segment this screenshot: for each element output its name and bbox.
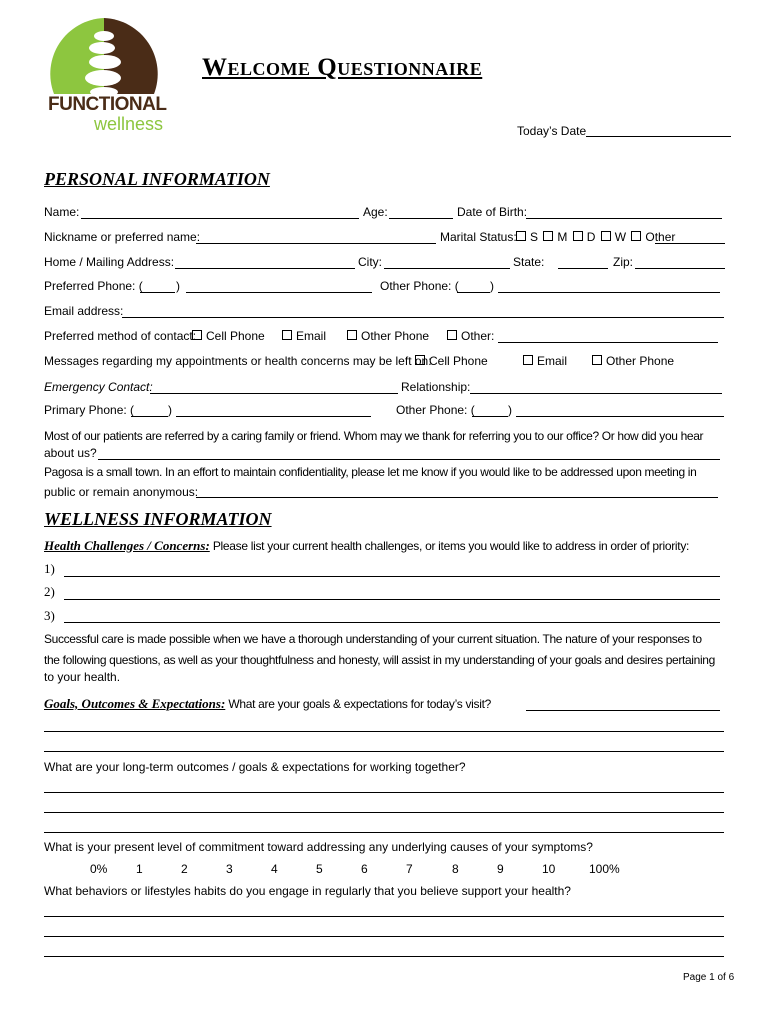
scale-100pct[interactable]: 100% xyxy=(589,862,620,876)
name-label: Name: xyxy=(44,205,80,219)
marital-w-label: W xyxy=(614,230,627,244)
other-phone2-area-field[interactable] xyxy=(472,416,508,417)
pagosa-line1: Pagosa is a small town. In an effort to maintain confidentiality, please let me know if you would like to be addressed upon meeting in xyxy=(44,465,697,479)
other-phone2-paren: ) xyxy=(508,403,512,417)
msg-other-phone-option xyxy=(590,354,674,368)
item-2-label: 2) xyxy=(44,584,55,599)
scale-8[interactable]: 8 xyxy=(452,862,459,876)
msg-cell-label: Cell Phone xyxy=(429,354,488,368)
scale-0pct[interactable]: 0% xyxy=(90,862,108,876)
messages-label: Messages regarding my appointments or health concerns may be left on: xyxy=(44,354,432,368)
success-line2: the following questions, as well as your thoughtfulness and honesty, will assist in my understanding of your goals and desires pertaining xyxy=(44,653,715,667)
marital-s-checkbox[interactable] xyxy=(516,231,526,241)
longterm-label: What are your long-term outcomes / goals & expectations for working together? xyxy=(44,760,466,774)
contact-cell-label: Cell Phone xyxy=(206,329,265,343)
goals-field-line1[interactable] xyxy=(44,731,724,732)
contact-other-phone-checkbox[interactable] xyxy=(347,330,357,340)
primary-phone-label: Primary Phone: ( xyxy=(44,403,135,417)
msg-email-checkbox[interactable] xyxy=(523,355,533,365)
behaviors-field-line3[interactable] xyxy=(44,956,724,957)
age-field[interactable] xyxy=(389,218,453,219)
marital-s-label: S xyxy=(530,230,539,244)
behaviors-field-line1[interactable] xyxy=(44,916,724,917)
goals-field-inline[interactable] xyxy=(526,710,720,711)
city-label: City: xyxy=(358,255,382,269)
preferred-phone-label: Preferred Phone: ( xyxy=(44,279,143,293)
section-personal-heading: PERSONAL INFORMATION xyxy=(44,169,270,189)
item-2-field[interactable] xyxy=(64,599,720,600)
city-field[interactable] xyxy=(384,268,510,269)
item-1-label: 1) xyxy=(44,561,55,576)
contact-other-field[interactable] xyxy=(498,342,718,343)
marital-d-checkbox[interactable] xyxy=(573,231,583,241)
dob-field[interactable] xyxy=(526,218,722,219)
scale-9[interactable]: 9 xyxy=(497,862,504,876)
name-field[interactable] xyxy=(81,218,359,219)
scale-4[interactable]: 4 xyxy=(271,862,278,876)
commitment-label: What is your present level of commitment toward addressing any underlying causes of your symptoms? xyxy=(44,840,593,854)
emergency-field[interactable] xyxy=(150,393,398,394)
contact-method-label: Preferred method of contact: xyxy=(44,329,197,343)
age-label: Age: xyxy=(363,205,388,219)
goals-label: Goals, Outcomes & Expectations: xyxy=(44,696,226,711)
scale-7[interactable]: 7 xyxy=(406,862,413,876)
contact-other-phone-option xyxy=(345,329,429,343)
nickname-label: Nickname or preferred name: xyxy=(44,230,201,244)
other-phone-label: Other Phone: ( xyxy=(380,279,459,293)
nickname-field[interactable] xyxy=(196,243,436,244)
preferred-phone-paren: ) xyxy=(176,279,180,293)
marital-w-checkbox[interactable] xyxy=(601,231,611,241)
scale-1[interactable]: 1 xyxy=(136,862,143,876)
contact-other-label: Other: xyxy=(461,329,495,343)
dob-label: Date of Birth: xyxy=(457,205,528,219)
contact-other-checkbox[interactable] xyxy=(447,330,457,340)
longterm-field-line2[interactable] xyxy=(44,812,724,813)
other-phone-field[interactable] xyxy=(498,292,720,293)
msg-email-option xyxy=(521,354,567,368)
todays-date-field[interactable] xyxy=(586,136,731,137)
contact-email-checkbox[interactable] xyxy=(282,330,292,340)
referral-line1: Most of our patients are referred by a caring family or friend. Whom may we thank for referring you to our office? Or how did you hear xyxy=(44,429,704,443)
behaviors-field-line2[interactable] xyxy=(44,936,724,937)
behaviors-label: What behaviors or lifestyles habits do you engage in regularly that you believe support your health? xyxy=(44,884,571,898)
emergency-label: Emergency Contact: xyxy=(44,380,153,394)
other-phone2-field[interactable] xyxy=(516,416,724,417)
msg-cell-option xyxy=(413,354,488,368)
marital-d-label: D xyxy=(586,230,596,244)
scale-5[interactable]: 5 xyxy=(316,862,323,876)
referral-line2: about us? xyxy=(44,446,97,460)
marital-label: Marital Status: xyxy=(440,230,517,244)
longterm-field-line1[interactable] xyxy=(44,792,724,793)
state-field[interactable] xyxy=(558,268,608,269)
preferred-phone-area-field[interactable] xyxy=(140,292,175,293)
relationship-field[interactable] xyxy=(470,393,722,394)
marital-other-checkbox[interactable] xyxy=(631,231,641,241)
goals-row xyxy=(44,697,491,711)
logo xyxy=(44,14,167,144)
item-3-field[interactable] xyxy=(64,622,720,623)
primary-phone-paren: ) xyxy=(168,403,172,417)
contact-email-option xyxy=(280,329,326,343)
health-challenges-text: Please list your current health challenges, or items you would like to address in order of priority: xyxy=(209,539,690,553)
primary-phone-field[interactable] xyxy=(176,416,371,417)
item-1-field[interactable] xyxy=(64,576,720,577)
other-phone2-label: Other Phone: ( xyxy=(396,403,475,417)
msg-other-phone-label: Other Phone xyxy=(606,354,675,368)
page-number: Page 1 of 6 xyxy=(683,972,735,983)
zip-label: Zip: xyxy=(613,255,634,269)
scale-3[interactable]: 3 xyxy=(226,862,233,876)
goals-text: What are your goals & expectations for today’s visit? xyxy=(225,697,491,711)
email-field[interactable] xyxy=(122,317,724,318)
referral-field[interactable] xyxy=(98,459,720,460)
page-title: Welcome Questionnaire xyxy=(202,54,483,81)
marital-m-checkbox[interactable] xyxy=(543,231,553,241)
marital-other-field[interactable] xyxy=(655,243,725,244)
msg-other-phone-checkbox[interactable] xyxy=(592,355,602,365)
section-wellness-heading: WELLNESS INFORMATION xyxy=(44,509,272,529)
success-line3: to your health. xyxy=(44,670,121,684)
anonymous-field[interactable] xyxy=(196,497,718,498)
pagosa-line2: public or remain anonymous: xyxy=(44,485,199,499)
address-field[interactable] xyxy=(175,268,355,269)
item-3-label: 3) xyxy=(44,608,55,623)
relationship-label: Relationship: xyxy=(401,380,471,394)
zip-field[interactable] xyxy=(635,268,725,269)
contact-other-phone-label: Other Phone xyxy=(361,329,430,343)
marital-m-label: M xyxy=(557,230,568,244)
scale-10[interactable]: 10 xyxy=(542,862,556,876)
preferred-phone-field[interactable] xyxy=(186,292,372,293)
scale-6[interactable]: 6 xyxy=(361,862,368,876)
longterm-field-line3[interactable] xyxy=(44,832,724,833)
other-phone-area-field[interactable] xyxy=(457,292,490,293)
msg-cell-checkbox[interactable] xyxy=(415,355,425,365)
primary-phone-area-field[interactable] xyxy=(131,416,168,417)
email-label: Email address: xyxy=(44,304,124,318)
other-phone-paren: ) xyxy=(490,279,494,293)
logo-text-wellness: wellness xyxy=(94,114,164,134)
contact-cell-checkbox[interactable] xyxy=(192,330,202,340)
health-challenges-label: Health Challenges / Concerns: xyxy=(44,538,210,553)
marital-other-label: Other xyxy=(645,230,676,244)
todays-date-label: Today’s Date xyxy=(517,124,587,138)
success-line1: Successful care is made possible when we have a thorough understanding of your current situation. The nature of your responses to xyxy=(44,632,702,646)
contact-cell-option xyxy=(190,329,265,343)
state-label: State: xyxy=(513,255,545,269)
contact-email-label: Email xyxy=(296,329,327,343)
address-label: Home / Mailing Address: xyxy=(44,255,175,269)
contact-other-option xyxy=(445,329,494,343)
goals-field-line2[interactable] xyxy=(44,751,724,752)
marital-options xyxy=(514,230,675,244)
scale-2[interactable]: 2 xyxy=(181,862,188,876)
health-challenges-row xyxy=(44,539,689,553)
logo-text-functional: FUNCTIONAL xyxy=(48,94,167,115)
msg-email-label: Email xyxy=(537,354,568,368)
